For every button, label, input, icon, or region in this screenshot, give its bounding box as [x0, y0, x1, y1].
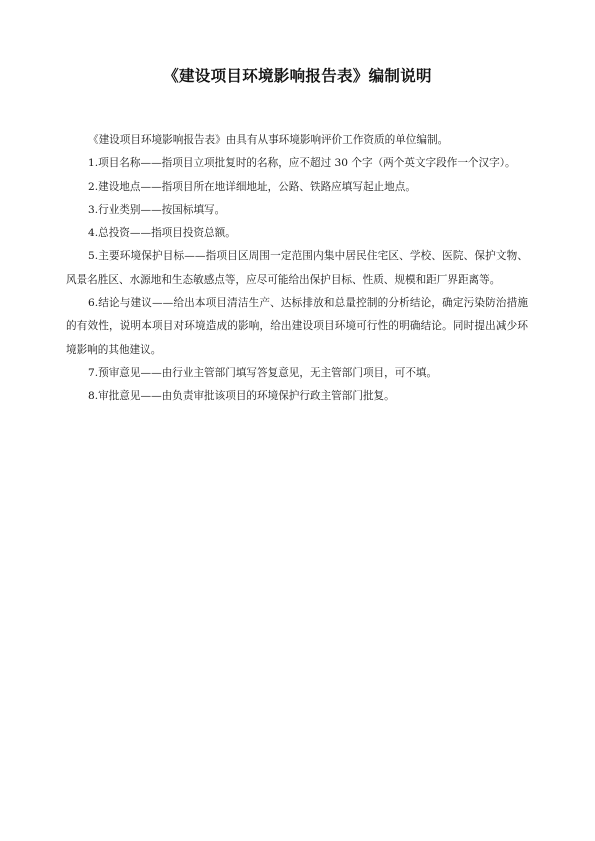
item-protection-targets: 5.主要环境保护目标——指项目区周围一定范围内集中居民住宅区、学校、医院、保护文物、风景名胜区、水源地和生态敏感点等，应尽可能给出保护目标、性质、规模和距厂界距离等。 [66, 250, 528, 286]
item-industry-category: 3.行业类别——按国标填写。 [88, 203, 226, 216]
item-approval-opinion: 8.审批意见——由负责审批该项目的环境保护行政主管部门批复。 [88, 390, 395, 403]
page-title: 《建设项目环境影响报告表》编制说明 [163, 67, 432, 85]
item-construction-site: 2.建设地点——指项目所在地详细地址，公路、铁路应填写起止地点。 [88, 180, 416, 193]
item-conclusions: 6.结论与建议——给出本项目清洁生产、达标排放和总量控制的分析结论，确定污染防治措施的有效性，说明本项目对环境造成的影响，给出建设项目环境可行性的明确结论。同时提出减少环境影响的其他建议。 [66, 297, 528, 356]
item-project-name: 1.项目名称——指项目立项批复时的名称，应不超过 30 个字（两个英文字段作一个汉字）。 [88, 157, 516, 170]
item-total-investment: 4.总投资——指项目投资总额。 [88, 227, 236, 240]
instructions-body [66, 129, 528, 409]
item-pre-review-opinion: 7.预审意见——由行业主管部门填写答复意见，无主管部门项目，可不填。 [88, 366, 438, 379]
intro-paragraph: 《建设项目环境影响报告表》由具有从事环境影响评价工作资质的单位编制。 [88, 134, 449, 146]
